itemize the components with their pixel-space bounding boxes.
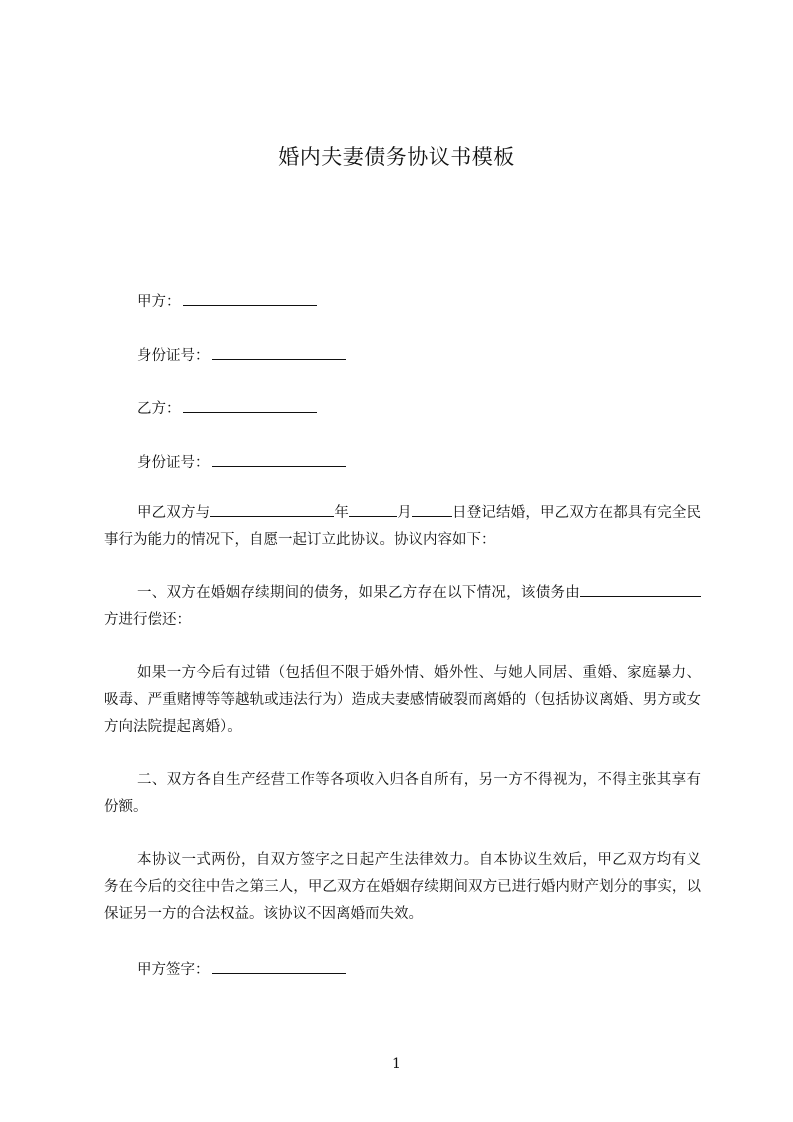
registration-place-blank xyxy=(210,502,334,517)
debtor-blank-a xyxy=(580,582,672,597)
document-title: 婚内夫妻债务协议书模板 xyxy=(278,145,515,169)
p1-start-text: 甲乙双方与 xyxy=(137,505,211,521)
party-a-field xyxy=(137,291,317,312)
party-b-label: 乙方： xyxy=(137,401,181,417)
paragraph-effectiveness: 本协议一式两份，自双方签字之日起产生法律效力。自本协议生效后，甲乙双方均有义务在今后的交往中告之第三人，甲乙双方在婚姻存续期间双方已进行婚内财产划分的事实，以保证另一方的合法权益。该协议不因离婚而失效。 xyxy=(104,852,701,922)
p2-start-text: 一、双方在婚姻存续期间的债务，如果乙方存在以下情况，该债务由 xyxy=(137,585,580,601)
paragraph-clause-two: 二、双方各自生产经营工作等各项收入归各自所有，另一方不得视为，不得主张其享有份额。 xyxy=(104,772,701,815)
party-a-blank xyxy=(183,291,317,306)
paragraph-fault-conditions: 如果一方今后有过错（包括但不限于婚外情、婚外性、与她人同居、重婚、家庭暴力、吸毒、严重赌博等等越轨或违法行为）造成夫妻感情破裂而离婚的（包括协议离婚、男方或女方向法院提起离婚）。 xyxy=(104,665,701,735)
registration-year-blank xyxy=(349,502,397,517)
party-a-signature-blank xyxy=(212,959,346,974)
party-b-id-field xyxy=(137,452,346,473)
p1-month-text: 月 xyxy=(397,505,412,521)
party-a-id-label: 身份证号： xyxy=(137,348,210,364)
page-number: 1 xyxy=(392,1056,401,1072)
party-b-field xyxy=(137,398,317,419)
party-b-blank xyxy=(183,398,317,413)
paragraph-clause-one xyxy=(104,580,701,634)
party-b-id-blank xyxy=(212,452,346,467)
party-a-signature-label: 甲方签字： xyxy=(137,962,210,978)
party-a-id-field xyxy=(137,345,346,366)
registration-month-blank xyxy=(412,502,452,517)
party-a-label: 甲方： xyxy=(137,294,181,310)
paragraph-marriage-registration xyxy=(104,500,701,554)
p1-rest-text: 日登记结婚，甲乙双方在都具有完全民事行为能力的情况下，自愿一起订立此协议。协议内容如下： xyxy=(104,505,702,548)
party-a-signature-field xyxy=(137,959,346,980)
party-b-id-label: 身份证号： xyxy=(137,455,210,471)
debtor-blank-b xyxy=(671,582,701,597)
party-a-id-blank xyxy=(212,345,346,360)
p1-year-text: 年 xyxy=(334,505,350,521)
p2-end-text: 方进行偿还： xyxy=(104,612,191,628)
